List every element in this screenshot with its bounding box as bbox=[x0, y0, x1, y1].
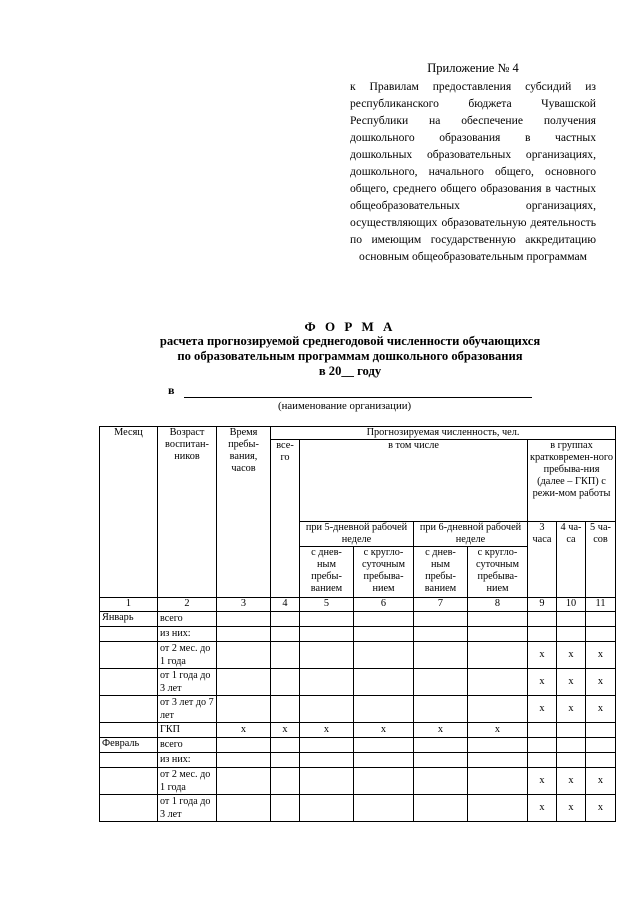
empty-cell bbox=[217, 753, 271, 768]
column-number: 1 bbox=[100, 598, 158, 612]
age-group-cell: из них: bbox=[158, 753, 217, 768]
column-numbers-row bbox=[100, 598, 616, 612]
not-applicable-mark: x bbox=[586, 642, 616, 669]
age-group-cell: от 2 мес. до 1 года bbox=[158, 642, 217, 669]
column-number: 6 bbox=[354, 598, 414, 612]
not-applicable-mark: x bbox=[557, 669, 586, 696]
organization-caption: (наименование организации) bbox=[278, 400, 412, 412]
header-time: Время пребы-вания, часов bbox=[217, 427, 271, 598]
empty-cell bbox=[468, 753, 528, 768]
column-number: 5 bbox=[300, 598, 354, 612]
empty-cell bbox=[271, 642, 300, 669]
empty-cell bbox=[300, 642, 354, 669]
empty-cell bbox=[217, 669, 271, 696]
empty-cell bbox=[300, 795, 354, 822]
empty-cell bbox=[586, 738, 616, 753]
not-applicable-mark: x bbox=[557, 642, 586, 669]
empty-cell bbox=[528, 753, 557, 768]
not-applicable-mark: x bbox=[217, 723, 271, 738]
appendix-text: к Правилам предоставления субсидий из республиканского бюджета Чувашской Республики на обеспечение получения дошкольного образования в частных дошкольных образовательных организациях, дошкольного, начального общего, основного общего, среднего общего образования в частных общеобразовательных организациях, осуществляющих образовательную деятельность по имеющим государственную аккредитацию основным общеобразовательным программам bbox=[350, 80, 596, 263]
age-group-cell: от 1 года до 3 лет bbox=[158, 795, 217, 822]
header-gkp: в группах кратковремен-ного пребыва-ния (далее – ГКП) с режи-мом работы bbox=[528, 440, 616, 522]
form-subtitle-line2: по образовательным программам дошкольного образования bbox=[177, 349, 523, 363]
column-number: 11 bbox=[586, 598, 616, 612]
header-5-hours: 5 ча-сов bbox=[586, 522, 616, 598]
empty-cell bbox=[557, 738, 586, 753]
not-applicable-mark: x bbox=[528, 696, 557, 723]
header-3-hours: 3 часа bbox=[528, 522, 557, 598]
not-applicable-mark: x bbox=[300, 723, 354, 738]
not-applicable-mark: x bbox=[414, 723, 468, 738]
empty-cell bbox=[414, 696, 468, 723]
table-row bbox=[100, 642, 616, 669]
empty-cell bbox=[557, 627, 586, 642]
empty-cell bbox=[300, 768, 354, 795]
appendix-block bbox=[350, 60, 596, 265]
empty-cell bbox=[271, 612, 300, 627]
month-cell bbox=[100, 768, 158, 795]
month-cell bbox=[100, 753, 158, 768]
empty-cell bbox=[271, 669, 300, 696]
form-header bbox=[130, 319, 570, 379]
column-number: 10 bbox=[557, 598, 586, 612]
empty-cell bbox=[468, 642, 528, 669]
empty-cell bbox=[414, 768, 468, 795]
header-five-day-stay: с днев-ным пребы-ванием bbox=[300, 547, 354, 598]
empty-cell bbox=[217, 795, 271, 822]
empty-cell bbox=[557, 612, 586, 627]
empty-cell bbox=[468, 768, 528, 795]
column-number: 3 bbox=[217, 598, 271, 612]
empty-cell bbox=[271, 795, 300, 822]
empty-cell bbox=[414, 642, 468, 669]
table-row bbox=[100, 627, 616, 642]
empty-cell bbox=[354, 669, 414, 696]
month-cell bbox=[100, 627, 158, 642]
month-cell: Январь bbox=[100, 612, 158, 627]
column-number: 7 bbox=[414, 598, 468, 612]
empty-cell bbox=[468, 696, 528, 723]
not-applicable-mark: x bbox=[468, 723, 528, 738]
table-row bbox=[100, 795, 616, 822]
empty-cell bbox=[468, 612, 528, 627]
not-applicable-mark: x bbox=[528, 768, 557, 795]
not-applicable-mark: x bbox=[557, 768, 586, 795]
empty-cell bbox=[300, 612, 354, 627]
column-number: 8 bbox=[468, 598, 528, 612]
empty-cell bbox=[354, 696, 414, 723]
empty-cell bbox=[468, 669, 528, 696]
empty-cell bbox=[271, 753, 300, 768]
empty-cell bbox=[217, 768, 271, 795]
month-cell bbox=[100, 723, 158, 738]
empty-cell bbox=[217, 696, 271, 723]
empty-cell bbox=[300, 669, 354, 696]
empty-cell bbox=[414, 795, 468, 822]
age-group-cell: всего bbox=[158, 612, 217, 627]
empty-cell bbox=[300, 696, 354, 723]
header-six-day-stay: с днев-ным пребы-ванием bbox=[414, 547, 468, 598]
header-six-day: при 6-дневной рабочей неделе bbox=[414, 522, 528, 547]
month-cell bbox=[100, 795, 158, 822]
header-five-day: при 5-дневной рабочей неделе bbox=[300, 522, 414, 547]
empty-cell bbox=[557, 753, 586, 768]
not-applicable-mark: x bbox=[586, 696, 616, 723]
empty-cell bbox=[586, 627, 616, 642]
not-applicable-mark: x bbox=[354, 723, 414, 738]
table-row bbox=[100, 768, 616, 795]
empty-cell bbox=[468, 738, 528, 753]
table-row bbox=[100, 669, 616, 696]
empty-cell bbox=[300, 738, 354, 753]
table-row bbox=[100, 738, 616, 753]
empty-cell bbox=[528, 738, 557, 753]
not-applicable-mark: x bbox=[586, 768, 616, 795]
appendix-title: Приложение № 4 bbox=[427, 61, 519, 75]
header-4-hours: 4 ча-са bbox=[557, 522, 586, 598]
table-row bbox=[100, 612, 616, 627]
empty-cell bbox=[354, 642, 414, 669]
column-number: 9 bbox=[528, 598, 557, 612]
age-group-cell: всего bbox=[158, 738, 217, 753]
empty-cell bbox=[300, 627, 354, 642]
table-row bbox=[100, 723, 616, 738]
empty-cell bbox=[468, 795, 528, 822]
header-age: Возраст воспитан-ников bbox=[158, 427, 217, 598]
not-applicable-mark: x bbox=[586, 795, 616, 822]
empty-cell bbox=[217, 642, 271, 669]
empty-cell bbox=[528, 627, 557, 642]
not-applicable-mark: x bbox=[586, 669, 616, 696]
age-group-cell: ГКП bbox=[158, 723, 217, 738]
age-group-cell: от 1 года до 3 лет bbox=[158, 669, 217, 696]
empty-cell bbox=[586, 753, 616, 768]
month-cell bbox=[100, 696, 158, 723]
empty-cell bbox=[528, 612, 557, 627]
table-row bbox=[100, 753, 616, 768]
empty-cell bbox=[217, 627, 271, 642]
not-applicable-mark: x bbox=[528, 669, 557, 696]
form-year-line: в 20__ году bbox=[318, 364, 382, 378]
empty-cell bbox=[354, 627, 414, 642]
forecast-table bbox=[99, 426, 616, 822]
organization-name-field bbox=[184, 397, 532, 398]
month-cell bbox=[100, 642, 158, 669]
column-number: 4 bbox=[271, 598, 300, 612]
empty-cell bbox=[468, 627, 528, 642]
empty-cell bbox=[354, 612, 414, 627]
form-title: Ф О Р М А bbox=[304, 319, 396, 334]
empty-cell bbox=[414, 612, 468, 627]
empty-cell bbox=[414, 627, 468, 642]
not-applicable-mark: x bbox=[557, 795, 586, 822]
empty-cell bbox=[271, 738, 300, 753]
empty-cell bbox=[271, 768, 300, 795]
header-five-round-clock: с кругло-суточным пребыва-нием bbox=[354, 547, 414, 598]
empty-cell bbox=[271, 627, 300, 642]
empty-cell bbox=[414, 753, 468, 768]
empty-cell bbox=[414, 669, 468, 696]
empty-cell bbox=[271, 696, 300, 723]
form-subtitle-line1: расчета прогнозируемой среднегодовой численности обучающихся bbox=[159, 334, 541, 348]
not-applicable-mark: x bbox=[271, 723, 300, 738]
age-group-cell: от 3 лет до 7 лет bbox=[158, 696, 217, 723]
age-group-cell: от 2 мес. до 1 года bbox=[158, 768, 217, 795]
month-cell bbox=[100, 669, 158, 696]
empty-cell bbox=[217, 612, 271, 627]
empty-cell bbox=[528, 723, 557, 738]
empty-cell bbox=[557, 723, 586, 738]
empty-cell bbox=[354, 768, 414, 795]
organization-prefix: в bbox=[168, 383, 175, 397]
empty-cell bbox=[217, 738, 271, 753]
empty-cell bbox=[586, 723, 616, 738]
not-applicable-mark: x bbox=[528, 642, 557, 669]
empty-cell bbox=[354, 738, 414, 753]
column-number: 2 bbox=[158, 598, 217, 612]
table-row bbox=[100, 696, 616, 723]
header-month: Месяц bbox=[100, 427, 158, 598]
empty-cell bbox=[300, 753, 354, 768]
empty-cell bbox=[354, 795, 414, 822]
empty-cell bbox=[586, 612, 616, 627]
empty-cell bbox=[354, 753, 414, 768]
header-forecast: Прогнозируемая численность, чел. bbox=[271, 427, 616, 440]
not-applicable-mark: x bbox=[528, 795, 557, 822]
header-total: все-го bbox=[271, 440, 300, 598]
not-applicable-mark: x bbox=[557, 696, 586, 723]
header-including: в том числе bbox=[300, 440, 528, 522]
empty-cell bbox=[414, 738, 468, 753]
month-cell: Февраль bbox=[100, 738, 158, 753]
header-six-round-clock: с кругло-суточным пребыва-нием bbox=[468, 547, 528, 598]
age-group-cell: из них: bbox=[158, 627, 217, 642]
